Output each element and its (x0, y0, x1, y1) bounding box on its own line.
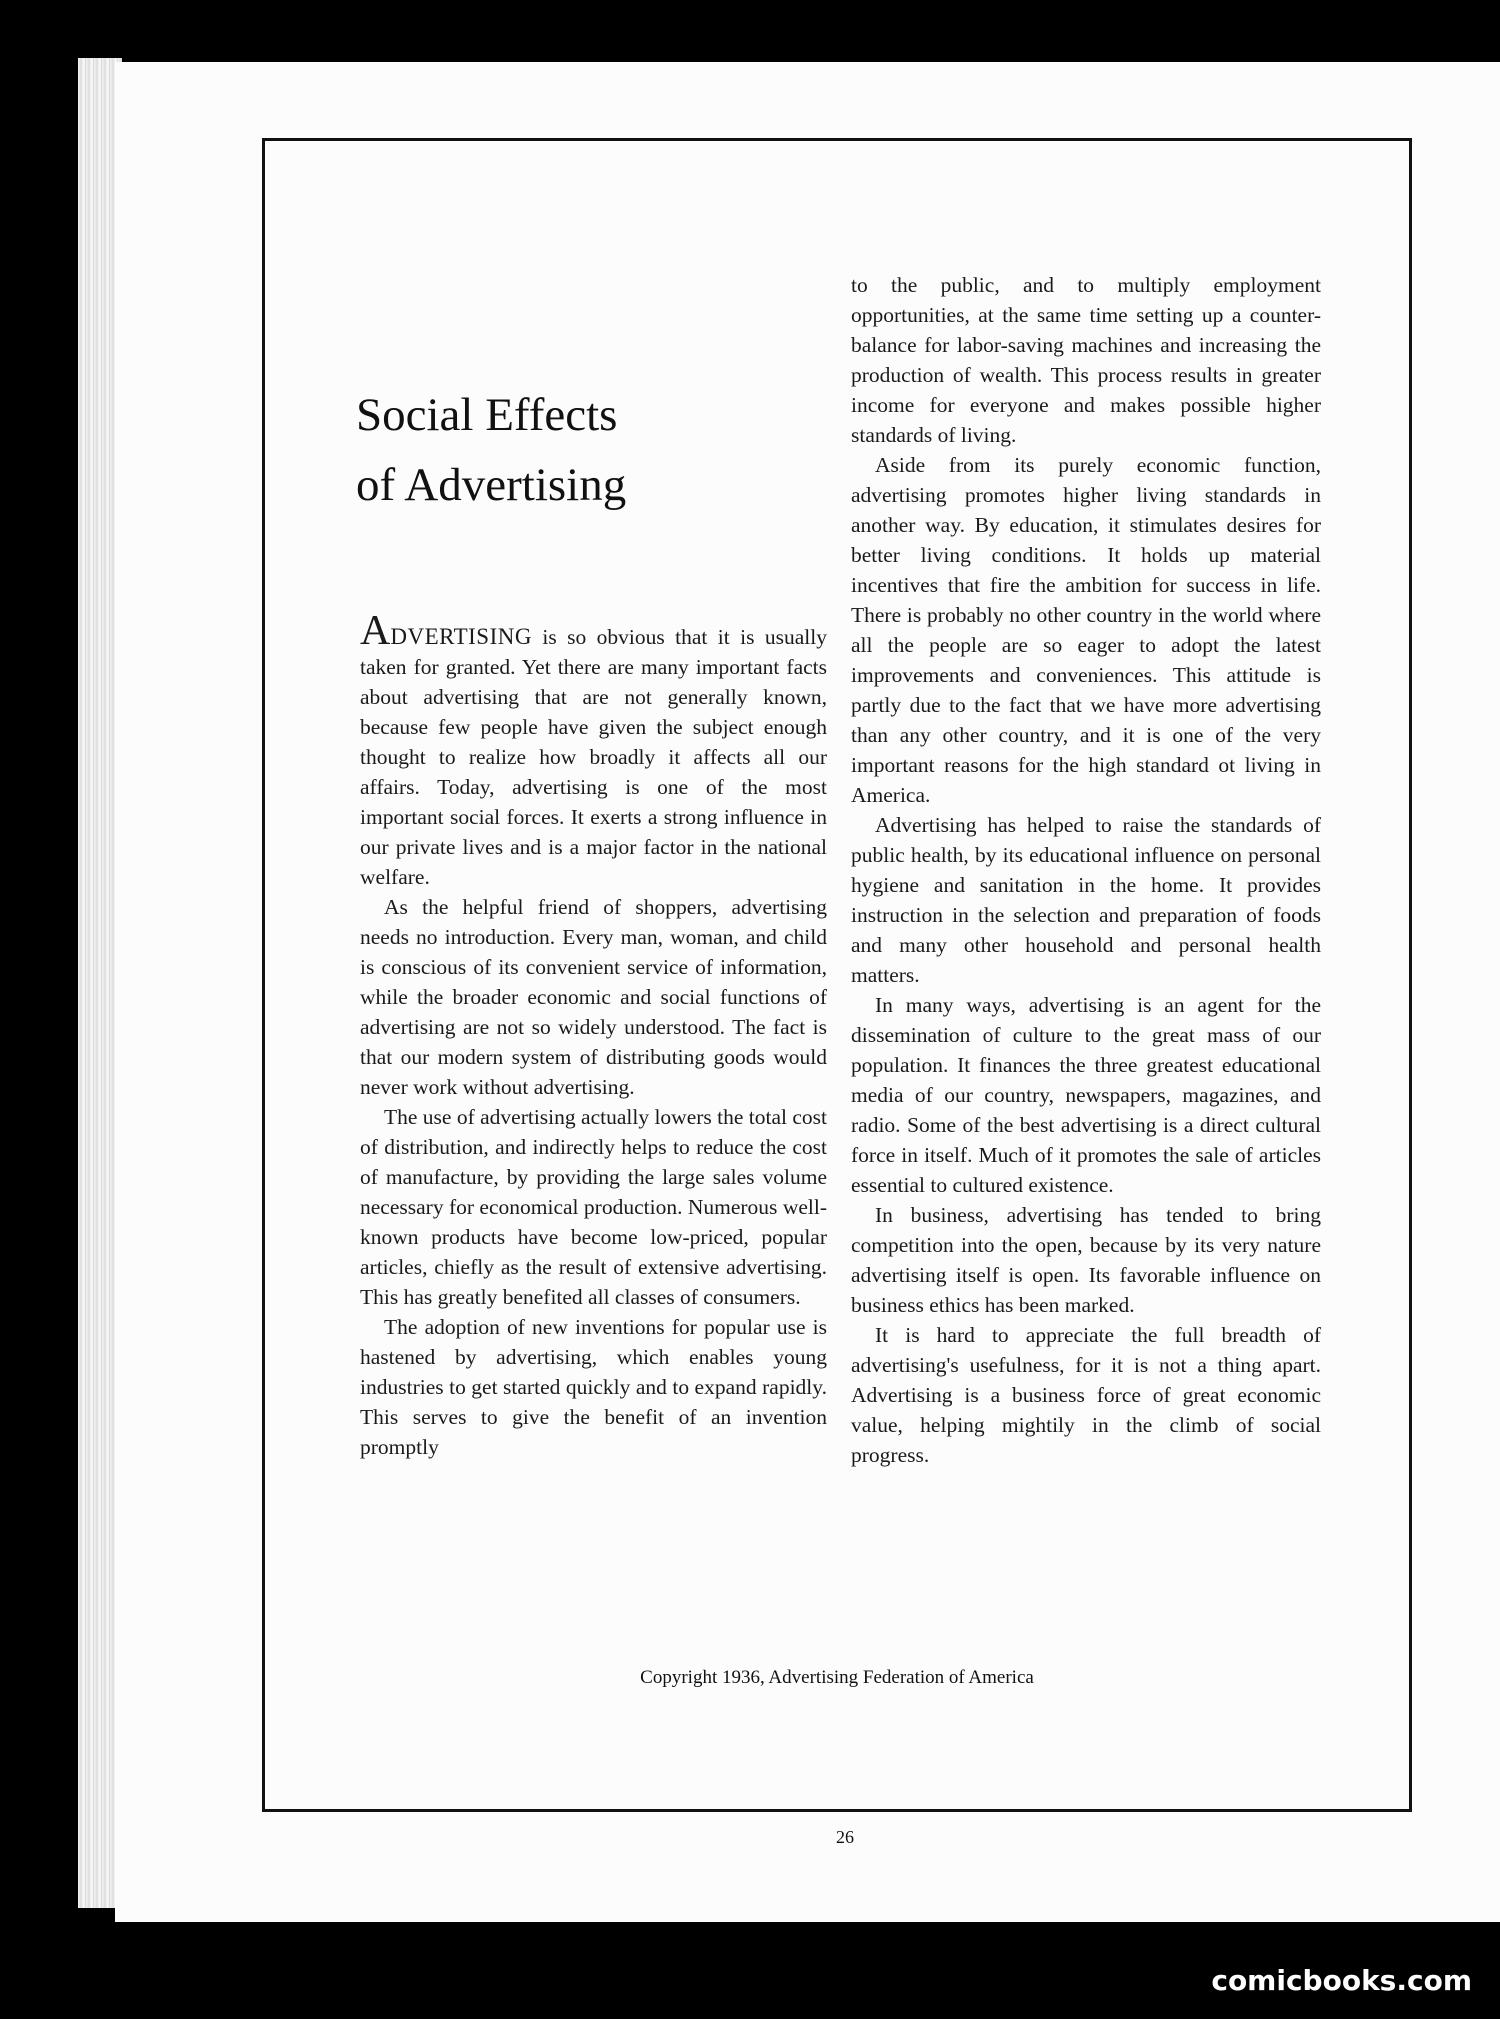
body-paragraph: The use of advertising actually lowers the total cost of distribution, and indirectly helps to reduce the cost of manufacture, by providing the large sales volume necessary for economical production. Numerous well-known products have become low-priced, popular articles, chiefly as the result of extensive advertising. This has greatly benefited all classes of consumers. (360, 1105, 828, 1309)
continuation-paragraph: to the public, and to multiply employment opportunities, at the same time setting up a counter-balance for labor-saving machines and increasing the production of wealth. This process results in greater income for everyone and makes possible higher standards of living. (851, 273, 1321, 447)
body-paragraph: Advertising has helped to raise the standards of public health, by its educational influence on personal hygiene and sanitation in the home. It provides instruction in the selection and preparation of foods and many other household and personal health matters. (851, 813, 1321, 987)
body-paragraph: As the helpful friend of shoppers, advertising needs no introduction. Every man, woman, and child is conscious of its convenient service of information, while the broader economic and social functions of advertising are not so widely understood. The fact is that our modern system of distributing goods would never work without advertising. (360, 895, 827, 1099)
title-line-1: Social Effects (356, 389, 618, 441)
drop-cap: A (360, 608, 391, 654)
body-paragraph: In many ways, advertising is an agent for the dissemination of culture to the great mass of our population. It finances the three greatest educational media of our country, newspapers, magazines, and radio. Some of the best advertising is a direct cultural force in itself. Much of it promotes the sale of articles essential to cultured existence. (851, 993, 1321, 1197)
title-line-2: of Advertising (356, 459, 627, 511)
copyright-notice: Copyright 1936, Advertising Federation of America (640, 1667, 1034, 1688)
page-number: 26 (836, 1827, 854, 1847)
body-paragraph: The adoption of new inventions for popular use is hastened by advertising, which enables young industries to get started quickly and to expand rapidly. This serves to give the benefit of an invention promptly (360, 1315, 827, 1459)
left-text-column (360, 608, 828, 1462)
body-paragraph: It is hard to appreciate the full breadth of advertising's usefulness, for it is not a thing apart. Advertising is a business force of great economic value, helping mightily in the climb of social progress. (851, 1323, 1321, 1467)
lead-text: is so obvious that it is usually taken for granted. Yet there are many important facts about advertising that are not generally known, because few people have given the subject enough thought to realize how broadly it affects all our affairs. Today, advertising is one of the most important social forces. It exerts a strong influence in our private lives and is a major factor in the national welfare. (360, 625, 827, 889)
right-text-column (851, 270, 1321, 1470)
site-watermark: comicbooks.com (1211, 1964, 1472, 1997)
body-paragraph: In business, advertising has tended to bring competition into the open, because by its very nature advertising itself is open. Its favorable influence on business ethics has been marked. (851, 1203, 1321, 1317)
article-title (356, 380, 776, 520)
lead-smallcaps: DVERTISING (390, 624, 532, 649)
body-paragraph: Aside from its purely economic function, advertising promotes higher living standards in another way. By education, it stimulates desires for better living conditions. It holds up material incentives that fire the ambition for success in life. There is probably no other country in the world where all the people are so eager to adopt the latest improvements and conveniences. This attitude is partly due to the fact that we have more advertising than any other country, and it is one of the very important reasons for the high standard ot living in America. (851, 453, 1321, 807)
lead-paragraph (360, 608, 827, 892)
